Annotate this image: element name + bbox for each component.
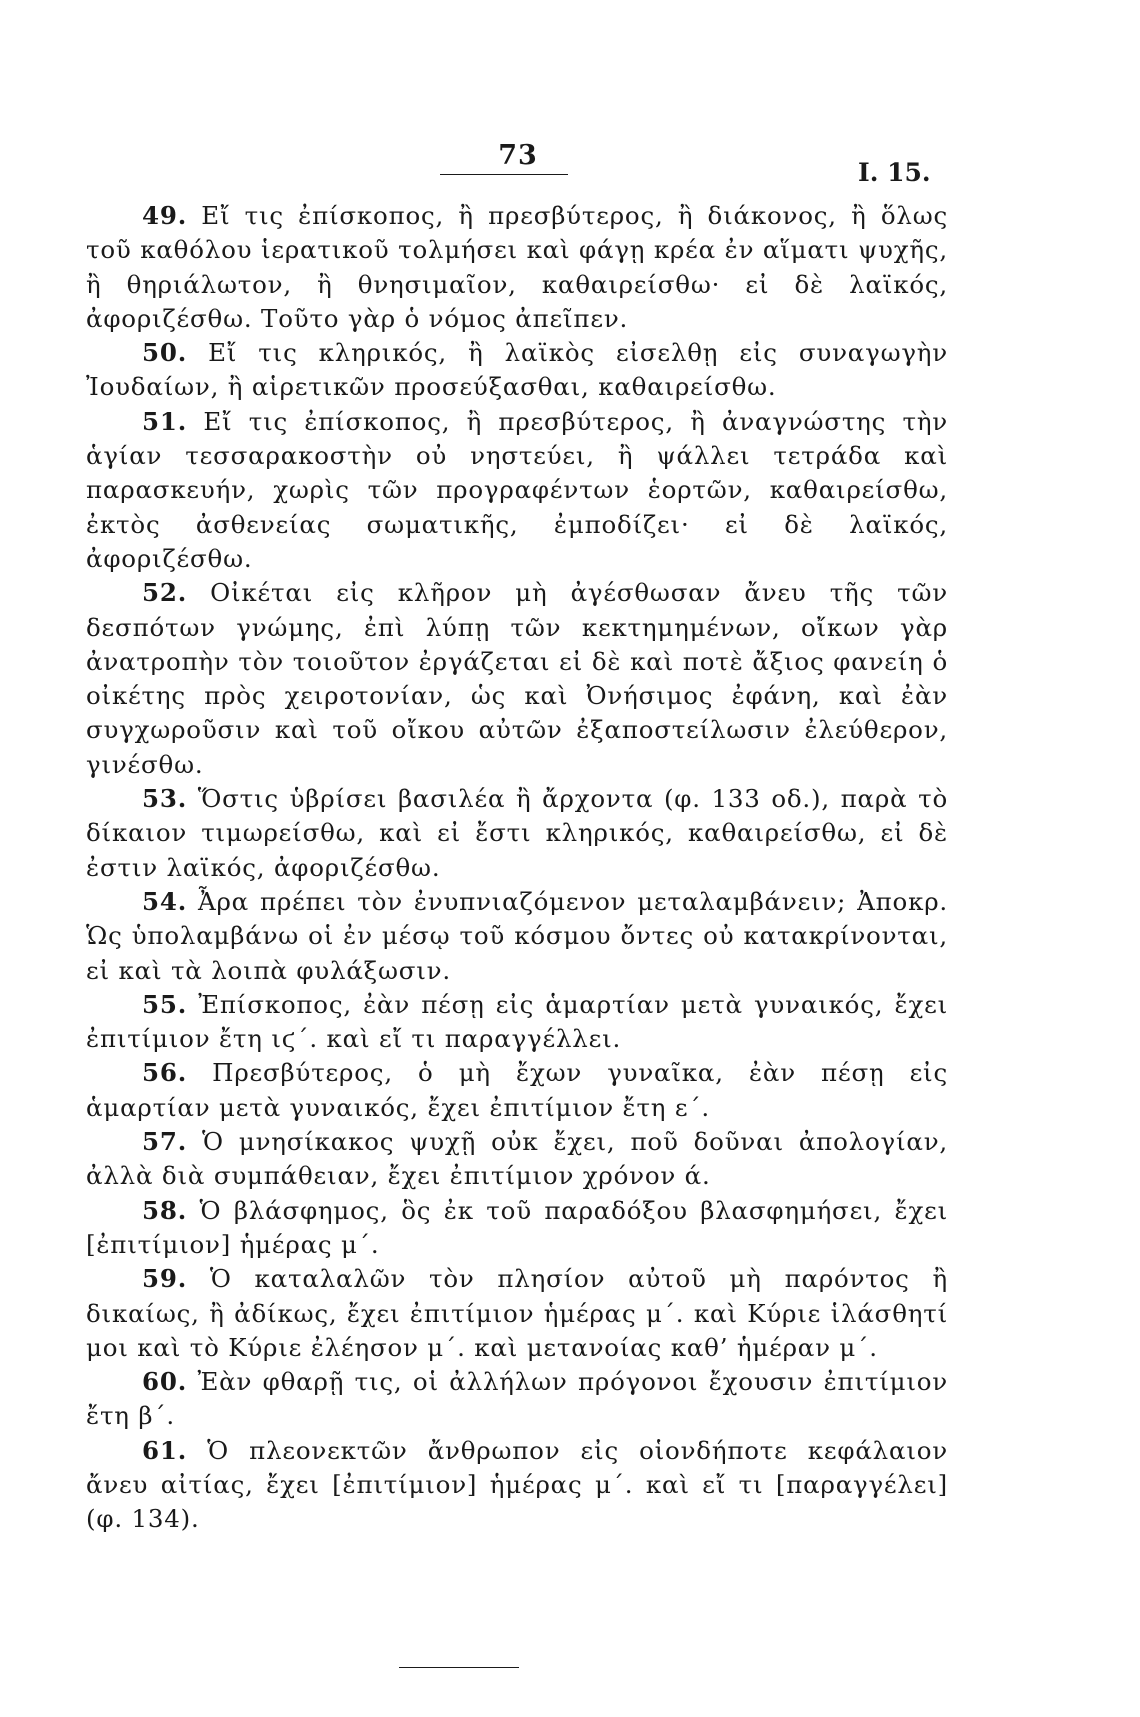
paragraph-text: Εἴ τις ἐπίσκοπος, ἢ πρεσβύτερος, ἢ ἀναγνώστης τὴν ἁγίαν τεσσαρακοστὴν οὐ νηστεύει, ἢ ψάλλει τετράδα καὶ παρασκευήν, χωρὶς τῶν προγραφέντων ἑορτῶν, καθαιρείσθω, ἐκτὸς ἀσθενείας σωματικῆς, ἐμποδίζει· εἰ δὲ λαϊκός, ἀφοριζέσθω.: [86, 406, 948, 573]
paragraph-text: Εἴ τις ἐπίσκοπος, ἢ πρεσβύτερος, ἢ διάκονος, ἢ ὅλως τοῦ καθόλου ἱερατικοῦ τολμήσει καὶ φάγῃ κρέα ἐν αἵματι ψυχῆς, ἢ θηριάλωτον, ἢ θνησιμαῖον, καθαιρείσθω· εἰ δὲ λαϊκός, ἀφοριζέσθω. Τοῦτο γὰρ ὁ νόμος ἀπεῖπεν.: [86, 201, 949, 333]
paragraph-50: [86, 336, 948, 405]
paragraph-56: [86, 1056, 948, 1125]
paragraph-text: Εἴ τις κληρικός, ἢ λαϊκὸς εἰσελθῃ εἰς συναγωγὴν Ἰουδαίων, ἢ αἱρετικῶν προσεύξασθαι, καθαιρείσθω.: [86, 338, 948, 402]
paragraph-number: 54.: [142, 886, 188, 916]
paragraph-text: Ἐὰν φθαρῇ τις, οἱ ἀλλήλων πρόγονοι ἔχουσιν ἐπιτίμιον ἔτη β΄.: [86, 1367, 948, 1431]
page-header: [0, 140, 1140, 190]
paragraph-text: Ἆρα πρέπει τὸν ἐνυπνιαζόμενον μεταλαμβάνειν; Ἀποκρ. Ὡς ὑπολαμβάνω οἱ ἐν μέσῳ τοῦ κόσμου ὄντες οὐ κατακρίνονται, εἰ καὶ τὰ λοιπὰ φυλάξωσιν.: [86, 886, 949, 985]
paragraph-52: [86, 576, 948, 782]
paragraph-number: 53.: [142, 784, 188, 814]
paragraph-61: [86, 1434, 948, 1537]
paragraph-text: Ὁ βλάσφημος, ὃς ἐκ τοῦ παραδόξου βλασφημήσει, ἔχει [ἐπιτίμιον] ἡμέρας μ΄.: [86, 1195, 949, 1259]
paragraph-53: [86, 782, 948, 885]
paragraph-55: [86, 988, 948, 1057]
paragraph-number: 60.: [142, 1367, 188, 1397]
paragraph-54: [86, 885, 948, 988]
paragraph-text: Πρεσβύτερος, ὁ μὴ ἔχων γυναῖκα, ἐὰν πέσῃ εἰς ἁμαρτίαν μετὰ γυναικός, ἔχει ἐπιτίμιον ἔτη ε΄.: [86, 1058, 948, 1122]
paragraph-text: Οἰκέται εἰς κλῆρον μὴ ἀγέσθωσαν ἄνευ τῆς τῶν δεσπότων γνώμης, ἐπὶ λύπῃ τῶν κεκτημημένων, οἴκων γὰρ ἀνατροπὴν τὸν τοιοῦτον ἐργάζεται εἰ δὲ καὶ ποτὲ ἄξιος φανείη ὁ οἰκέτης πρὸς χειροτονίαν, ὡς καὶ Ὀνήσιμος ἐφάνη, καὶ ἐὰν συγχωροῦσιν καὶ τοῦ οἴκου αὐτῶν ἐξαποστείλωσιν ἐλεύθερον, γινέσθω.: [86, 578, 948, 779]
paragraph-text: Ὅστις ὑβρίσει βασιλέα ἢ ἄρχοντα (φ. 133 οδ.), παρὰ τὸ δίκαιον τιμωρείσθω, καὶ εἰ ἔστι κληρικός, καθαιρείσθω, εἰ δὲ ἐστιν λαϊκός, ἀφοριζέσθω.: [86, 784, 948, 882]
paragraph-59: [86, 1262, 948, 1365]
canon-list: [86, 199, 948, 1537]
paragraph-number: 58.: [142, 1195, 188, 1225]
paragraph-text: Ὁ πλεονεκτῶν ἄνθρωπον εἰς οἱονδήποτε κεφάλαιον ἄνευ αἰτίας, ἔχει [ἐπιτίμιον] ἡμέρας μ΄. καὶ εἴ τι [παραγγέλει] (φ. 134).: [86, 1435, 948, 1534]
paragraph-text: Ὁ καταλαλῶν τὸν πλησίον αὐτοῦ μὴ παρόντος ἢ δικαίως, ἢ ἀδίκως, ἔχει ἐπιτίμιον ἡμέρας μ΄. καὶ Κύριε ἱλάσθητί μοι καὶ τὸ Κύριε ἐλέησον μ΄. καὶ μετανοίας καθ’ ἡμέραν μ΄.: [86, 1264, 948, 1362]
paragraph-number: 49.: [142, 201, 188, 230]
header-rule: [440, 174, 568, 175]
paragraph-number: 55.: [142, 989, 188, 1019]
paragraph-number: 50.: [142, 338, 188, 368]
section-reference: I. 15.: [858, 158, 931, 187]
paragraph-49: [86, 199, 948, 336]
end-of-section-rule: [399, 1667, 519, 1668]
paragraph-57: [86, 1125, 948, 1194]
paragraph-number: 56.: [142, 1058, 188, 1088]
paragraph-58: [86, 1194, 948, 1263]
paragraph-number: 61.: [142, 1435, 188, 1465]
paragraph-number: 51.: [142, 406, 188, 436]
paragraph-number: 57.: [142, 1127, 188, 1157]
paragraph-number: 52.: [142, 578, 188, 608]
paragraph-51: [86, 405, 948, 576]
paragraph-text: Ὁ μνησίκακος ψυχῇ οὐκ ἔχει, ποῦ δοῦναι ἀπολογίαν, ἀλλὰ διὰ συμπάθειαν, ἔχει ἐπιτίμιον χρόνον ά.: [86, 1127, 948, 1191]
paragraph-text: Ἐπίσκοπος, ἐὰν πέσῃ εἰς ἁμαρτίαν μετὰ γυναικός, ἔχει ἐπιτίμιον ἔτη ιϛ΄. καὶ εἴ τι παραγγέλλει.: [86, 989, 948, 1054]
paragraph-60: [86, 1365, 948, 1434]
page-number: 73: [498, 140, 538, 171]
paragraph-number: 59.: [142, 1264, 188, 1294]
